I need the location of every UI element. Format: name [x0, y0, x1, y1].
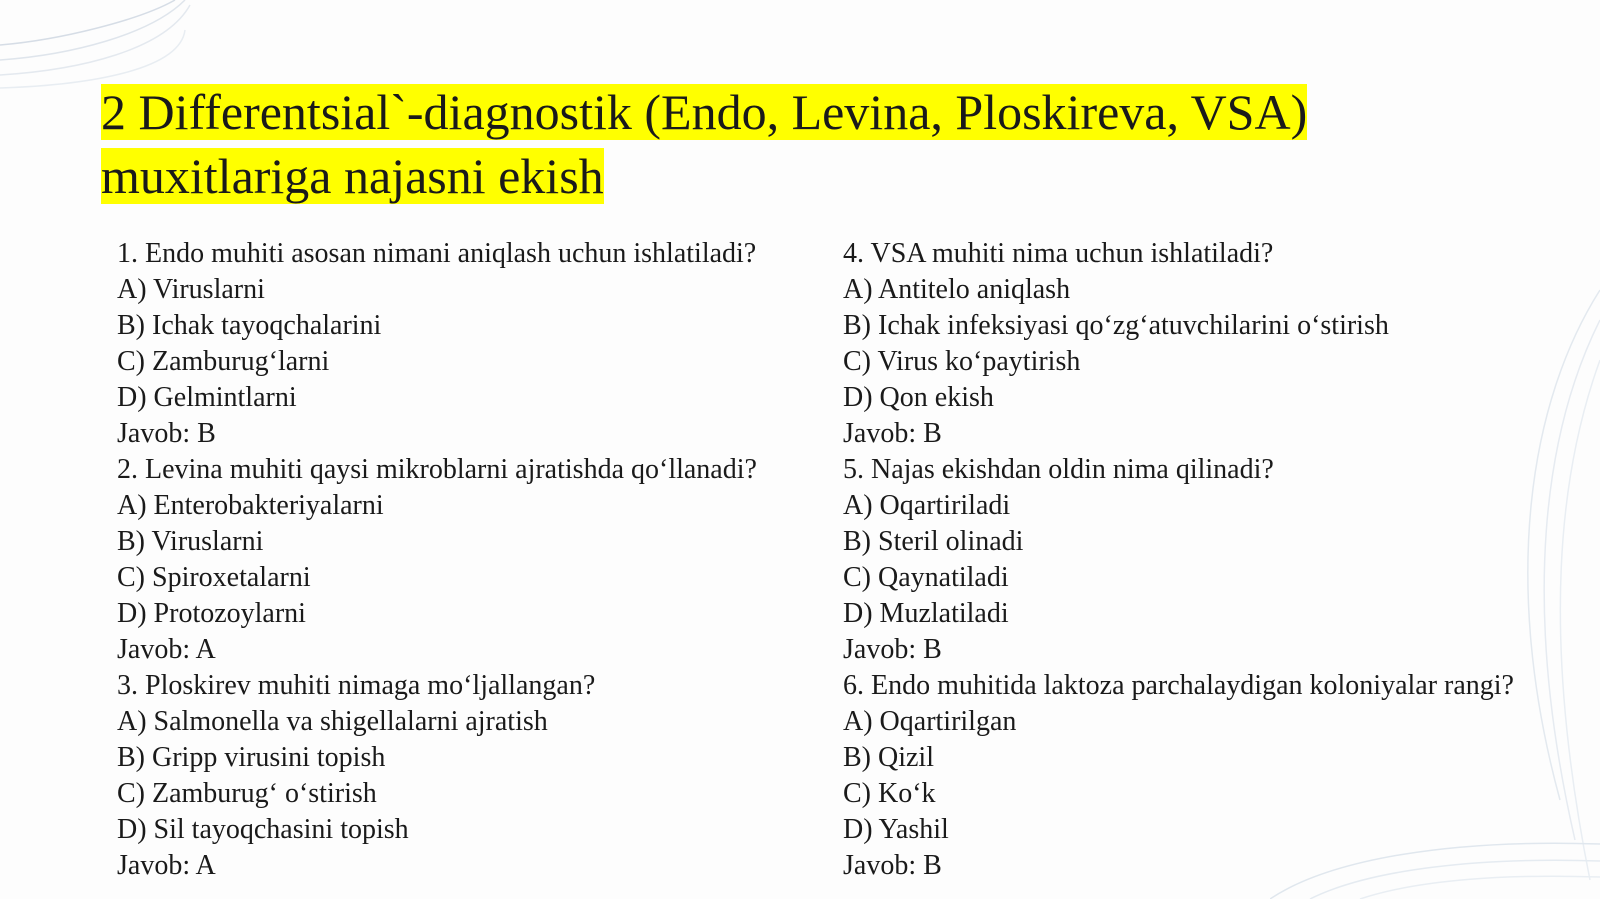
question-block-2 — [117, 452, 817, 668]
correct-answer: Javob: A — [117, 634, 216, 665]
question-text: 4. VSA muhiti nima uchun ishlatiladi? — [843, 238, 1274, 269]
answer-option: B) Gripp virusini topish — [117, 742, 386, 773]
answer-option: A) Salmonella va shigellalarni ajratish — [117, 706, 548, 737]
answer-option: B) Qizil — [843, 742, 934, 773]
question-block-6 — [843, 668, 1563, 884]
question-text: 6. Endo muhitida laktoza parchalaydigan koloniyalar rangi? — [843, 670, 1514, 701]
answer-option: A) Oqartiriladi — [843, 490, 1011, 521]
answer-option: A) Antitelo aniqlash — [843, 274, 1071, 305]
answer-option: C) Zamburug‘larni — [117, 346, 330, 377]
slide-title-line-1: 2 Differentsial`-diagnostik (Endo, Levina, Ploskireva, VSA) — [101, 84, 1308, 140]
answer-option: A) Enterobakteriyalarni — [117, 490, 384, 521]
question-text: 3. Ploskirev muhiti nimaga mo‘ljallangan? — [117, 670, 596, 701]
answer-option: D) Protozoylarni — [117, 598, 306, 629]
answer-option: A) Oqartirilgan — [843, 706, 1017, 737]
answer-option: B) Viruslarni — [117, 526, 264, 557]
question-block-5 — [843, 452, 1563, 668]
question-block-3 — [117, 668, 817, 884]
answer-option: D) Muzlatiladi — [843, 598, 1009, 629]
answer-option: C) Qaynatiladi — [843, 562, 1009, 593]
correct-answer: Javob: B — [843, 634, 942, 665]
questions-column-left — [117, 236, 817, 884]
correct-answer: Javob: B — [843, 418, 942, 449]
question-text: 5. Najas ekishdan oldin nima qilinadi? — [843, 454, 1274, 485]
answer-option: D) Qon ekish — [843, 382, 994, 413]
questions-column-right — [843, 236, 1563, 884]
question-text: 2. Levina muhiti qaysi mikroblarni ajratishda qo‘llanadi? — [117, 454, 757, 485]
answer-option: C) Zamburug‘ o‘stirish — [117, 778, 377, 809]
answer-option: A) Viruslarni — [117, 274, 265, 305]
answer-option: D) Yashil — [843, 814, 949, 845]
question-block-1 — [117, 236, 817, 452]
answer-option: C) Ko‘k — [843, 778, 936, 809]
slide-title — [101, 80, 1521, 208]
correct-answer: Javob: A — [117, 850, 216, 881]
slide-title-line-2: muxitlariga najasni ekish — [101, 148, 604, 204]
answer-option: C) Spiroxetalarni — [117, 562, 311, 593]
correct-answer: Javob: B — [843, 850, 942, 881]
answer-option: B) Steril olinadi — [843, 526, 1024, 557]
question-text: 1. Endo muhiti asosan nimani aniqlash uchun ishlatiladi? — [117, 238, 757, 269]
correct-answer: Javob: B — [117, 418, 216, 449]
answer-option: D) Gelmintlarni — [117, 382, 297, 413]
answer-option: D) Sil tayoqchasini topish — [117, 814, 409, 845]
question-block-4 — [843, 236, 1563, 452]
answer-option: B) Ichak tayoqchalarini — [117, 310, 382, 341]
answer-option: C) Virus ko‘paytirish — [843, 346, 1081, 377]
answer-option: B) Ichak infeksiyasi qo‘zg‘atuvchilarini o‘stirish — [843, 310, 1389, 341]
